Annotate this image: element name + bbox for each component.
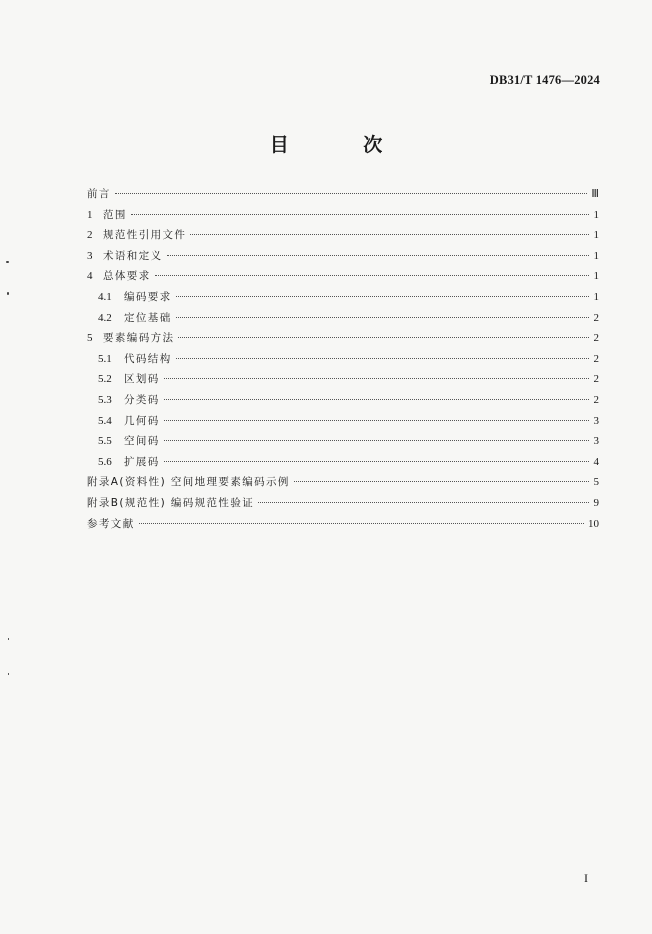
toc-entry-page: 1 [593, 290, 599, 303]
toc-leader-dots [115, 193, 588, 194]
toc-entry[interactable] [87, 472, 599, 493]
toc-entry[interactable] [87, 205, 599, 226]
toc-entry-page: 2 [593, 311, 599, 324]
toc-entry[interactable] [87, 452, 599, 473]
toc-entry-number: 3 [87, 249, 93, 262]
toc-entry[interactable] [87, 328, 599, 349]
toc-entry-page: 3 [593, 414, 599, 427]
toc-entry-label: 前言 [87, 188, 111, 200]
toc-entry-label: 范围 [103, 208, 127, 221]
toc-entry-page: 5 [593, 476, 599, 489]
toc-entry-page: 10 [588, 517, 599, 530]
toc-entry-page: 4 [593, 455, 599, 468]
toc-entry-label: 区划码 [124, 373, 160, 386]
toc-leader-dots [176, 317, 589, 318]
toc-leader-dots [164, 440, 589, 441]
scan-speck [8, 673, 9, 675]
toc-entry-number: 4.1 [98, 290, 112, 303]
toc-entry-label: 几何码 [124, 414, 160, 427]
toc-entry-page: 2 [593, 373, 599, 386]
toc-entry[interactable] [87, 184, 599, 205]
toc-leader-dots [164, 461, 589, 462]
toc-leader-dots [178, 337, 589, 338]
toc-entry-number: 5 [87, 332, 93, 345]
toc-entry[interactable] [87, 349, 599, 370]
toc-entry-label: 参考文献 [87, 517, 135, 530]
toc-entry-page: 3 [593, 435, 599, 448]
toc-entry[interactable] [87, 411, 599, 432]
toc-entry[interactable] [87, 246, 599, 267]
toc-leader-dots [176, 296, 589, 297]
toc-entry-page: 2 [593, 332, 599, 345]
standard-code: DB31/T 1476—2024 [489, 73, 600, 87]
toc-entry-label: 术语和定义 [103, 249, 163, 262]
toc-entry-number: 2 [87, 229, 93, 242]
toc-entry-label: 代码结构 [124, 352, 172, 365]
scan-speck [8, 638, 9, 640]
toc-leader-dots [155, 275, 589, 276]
toc-entry-label: 附录B(规范性) 编码规范性验证 [87, 496, 255, 509]
toc-entry-number: 1 [87, 208, 93, 221]
toc-entry-number: 4.2 [98, 311, 112, 324]
scan-speck [7, 292, 9, 295]
toc-entry-number: 5.6 [98, 455, 112, 468]
toc-entry[interactable] [87, 514, 599, 535]
toc-entry-page: 1 [593, 270, 599, 283]
toc-entry-page: 1 [593, 229, 599, 242]
toc-title: 目 次 [269, 134, 417, 156]
toc-leader-dots [139, 523, 584, 524]
toc-leader-dots [131, 214, 589, 215]
toc-entry-page: 1 [593, 208, 599, 221]
toc-leader-dots [190, 234, 589, 235]
toc-entry-label: 总体要求 [103, 270, 151, 283]
toc-entry[interactable] [87, 493, 599, 514]
toc-entry[interactable] [87, 225, 599, 246]
toc-entry-page: Ⅲ [591, 188, 599, 200]
toc-entry-number: 5.5 [98, 435, 112, 448]
table-of-contents [87, 184, 599, 534]
toc-leader-dots [176, 358, 589, 359]
toc-entry-number: 5.3 [98, 393, 112, 406]
toc-entry-number: 5.2 [98, 373, 112, 386]
toc-entry-label: 空间码 [124, 435, 160, 448]
toc-entry-page: 9 [593, 496, 599, 509]
toc-entry[interactable] [87, 369, 599, 390]
page-number: I [584, 871, 588, 885]
toc-leader-dots [164, 399, 589, 400]
toc-leader-dots [258, 502, 589, 503]
toc-entry-number: 5.1 [98, 352, 112, 365]
toc-entry[interactable] [87, 308, 599, 329]
toc-entry-label: 定位基础 [124, 311, 172, 324]
toc-entry[interactable] [87, 431, 599, 452]
scan-speck [6, 261, 9, 263]
toc-entry-label: 规范性引用文件 [103, 229, 187, 242]
toc-entry-number: 4 [87, 270, 93, 283]
toc-leader-dots [294, 481, 589, 482]
toc-leader-dots [164, 420, 589, 421]
toc-entry[interactable] [87, 266, 599, 287]
toc-leader-dots [164, 378, 589, 379]
toc-entry-page: 2 [593, 352, 599, 365]
toc-entry-number: 5.4 [98, 414, 112, 427]
toc-entry[interactable] [87, 287, 599, 308]
toc-entry-label: 附录A(资料性) 空间地理要素编码示例 [87, 476, 290, 489]
toc-entry-page: 1 [593, 249, 599, 262]
toc-entry-label: 扩展码 [124, 455, 160, 468]
toc-entry-label: 要素编码方法 [103, 332, 175, 345]
toc-leader-dots [167, 255, 590, 256]
toc-entry-label: 分类码 [124, 393, 160, 406]
toc-entry-label: 编码要求 [124, 290, 172, 303]
toc-entry[interactable] [87, 390, 599, 411]
toc-entry-page: 2 [593, 393, 599, 406]
